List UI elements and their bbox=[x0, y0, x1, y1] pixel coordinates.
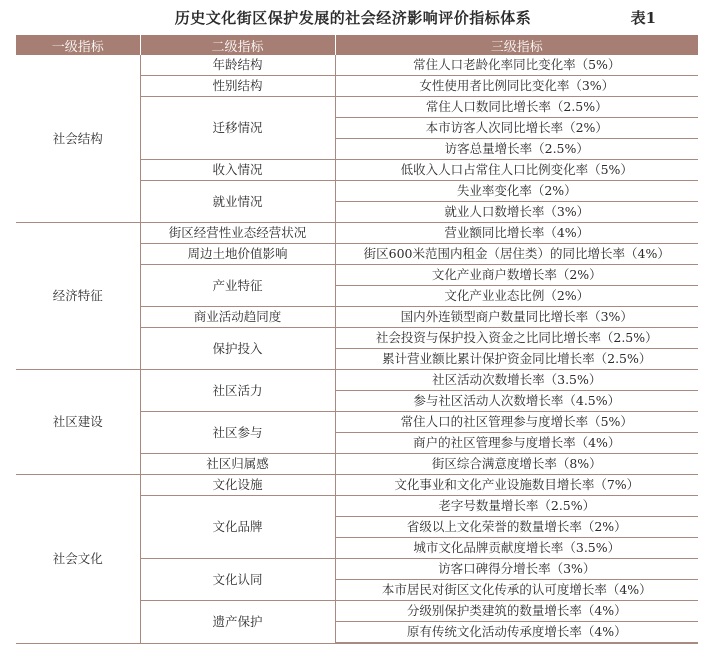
level3-indicator: 商户的社区管理参与度增长率（4%） bbox=[335, 433, 698, 454]
level3-indicator: 文化事业和文化产业设施数目增长率（7%） bbox=[335, 475, 698, 496]
level3-indicator: 本市居民对街区文化传承的认可度增长率（4%） bbox=[335, 580, 698, 601]
level2-indicator: 文化品牌 bbox=[140, 496, 335, 559]
table-row bbox=[16, 475, 698, 496]
level3-indicator: 老字号数量增长率（2.5%） bbox=[335, 496, 698, 517]
level3-indicator: 失业率变化率（2%） bbox=[335, 181, 698, 202]
level2-indicator: 保护投入 bbox=[140, 328, 335, 370]
level3-indicator: 常住人口的社区管理参与度增长率（5%） bbox=[335, 412, 698, 433]
level2-indicator: 街区经营性业态经营状况 bbox=[140, 223, 335, 244]
level3-indicator: 就业人口数增长率（3%） bbox=[335, 202, 698, 223]
level2-indicator: 迁移情况 bbox=[140, 97, 335, 160]
header-level3: 三级指标 bbox=[335, 35, 698, 55]
level3-indicator: 城市文化品牌贡献度增长率（3.5%） bbox=[335, 538, 698, 559]
level2-indicator: 就业情况 bbox=[140, 181, 335, 223]
level2-indicator: 社区归属感 bbox=[140, 454, 335, 475]
level3-indicator: 社会投资与保护投入资金之比同比增长率（2.5%） bbox=[335, 328, 698, 349]
level3-indicator: 文化产业商户数增长率（2%） bbox=[335, 265, 698, 286]
level2-indicator: 商业活动趋同度 bbox=[140, 307, 335, 328]
header-row bbox=[16, 35, 698, 55]
level3-indicator: 省级以上文化荣誉的数量增长率（2%） bbox=[335, 517, 698, 538]
level3-indicator: 文化产业业态比例（2%） bbox=[335, 286, 698, 307]
level3-indicator: 女性使用者比例同比变化率（3%） bbox=[335, 76, 698, 97]
table-number: 表1 bbox=[630, 9, 656, 27]
table-title-bar bbox=[0, 6, 706, 30]
header-level1: 一级指标 bbox=[16, 35, 140, 55]
level3-indicator: 街区综合满意度增长率（8%） bbox=[335, 454, 698, 475]
level2-indicator: 产业特征 bbox=[140, 265, 335, 307]
table-row bbox=[16, 223, 698, 244]
level2-indicator: 年龄结构 bbox=[140, 55, 335, 76]
level3-indicator: 访客总量增长率（2.5%） bbox=[335, 139, 698, 160]
indicator-table bbox=[16, 35, 698, 644]
level2-indicator: 性别结构 bbox=[140, 76, 335, 97]
level3-indicator: 原有传统文化活动传承度增长率（4%） bbox=[335, 622, 698, 644]
level3-indicator: 分级别保护类建筑的数量增长率（4%） bbox=[335, 601, 698, 622]
level3-indicator: 社区活动次数增长率（3.5%） bbox=[335, 370, 698, 391]
level2-indicator: 遗产保护 bbox=[140, 601, 335, 644]
level3-indicator: 常住人口数同比增长率（2.5%） bbox=[335, 97, 698, 118]
level2-indicator: 周边土地价值影响 bbox=[140, 244, 335, 265]
header-level2: 二级指标 bbox=[140, 35, 335, 55]
level2-indicator: 收入情况 bbox=[140, 160, 335, 181]
level3-indicator: 街区600米范围内租金（居住类）的同比增长率（4%） bbox=[335, 244, 698, 265]
level2-indicator: 社区活力 bbox=[140, 370, 335, 412]
table-title: 历史文化街区保护发展的社会经济影响评价指标体系 bbox=[174, 9, 532, 27]
level3-indicator: 参与社区活动人次数增长率（4.5%） bbox=[335, 391, 698, 412]
level2-indicator: 文化认同 bbox=[140, 559, 335, 601]
level3-indicator: 累计营业额比累计保护资金同比增长率（2.5%） bbox=[335, 349, 698, 370]
table-row bbox=[16, 370, 698, 391]
level2-indicator: 社区参与 bbox=[140, 412, 335, 454]
level3-indicator: 访客口碑得分增长率（3%） bbox=[335, 559, 698, 580]
level1-indicator: 社会结构 bbox=[16, 55, 140, 223]
level1-indicator: 经济特征 bbox=[16, 223, 140, 370]
level3-indicator: 低收入人口占常住人口比例变化率（5%） bbox=[335, 160, 698, 181]
table-body bbox=[16, 55, 698, 643]
level1-indicator: 社会文化 bbox=[16, 475, 140, 644]
level1-indicator: 社区建设 bbox=[16, 370, 140, 475]
level3-indicator: 国内外连锁型商户数量同比增长率（3%） bbox=[335, 307, 698, 328]
level3-indicator: 本市访客人次同比增长率（2%） bbox=[335, 118, 698, 139]
level3-indicator: 常住人口老龄化率同比变化率（5%） bbox=[335, 55, 698, 76]
level2-indicator: 文化设施 bbox=[140, 475, 335, 496]
table-row bbox=[16, 55, 698, 76]
level3-indicator: 营业额同比增长率（4%） bbox=[335, 223, 698, 244]
